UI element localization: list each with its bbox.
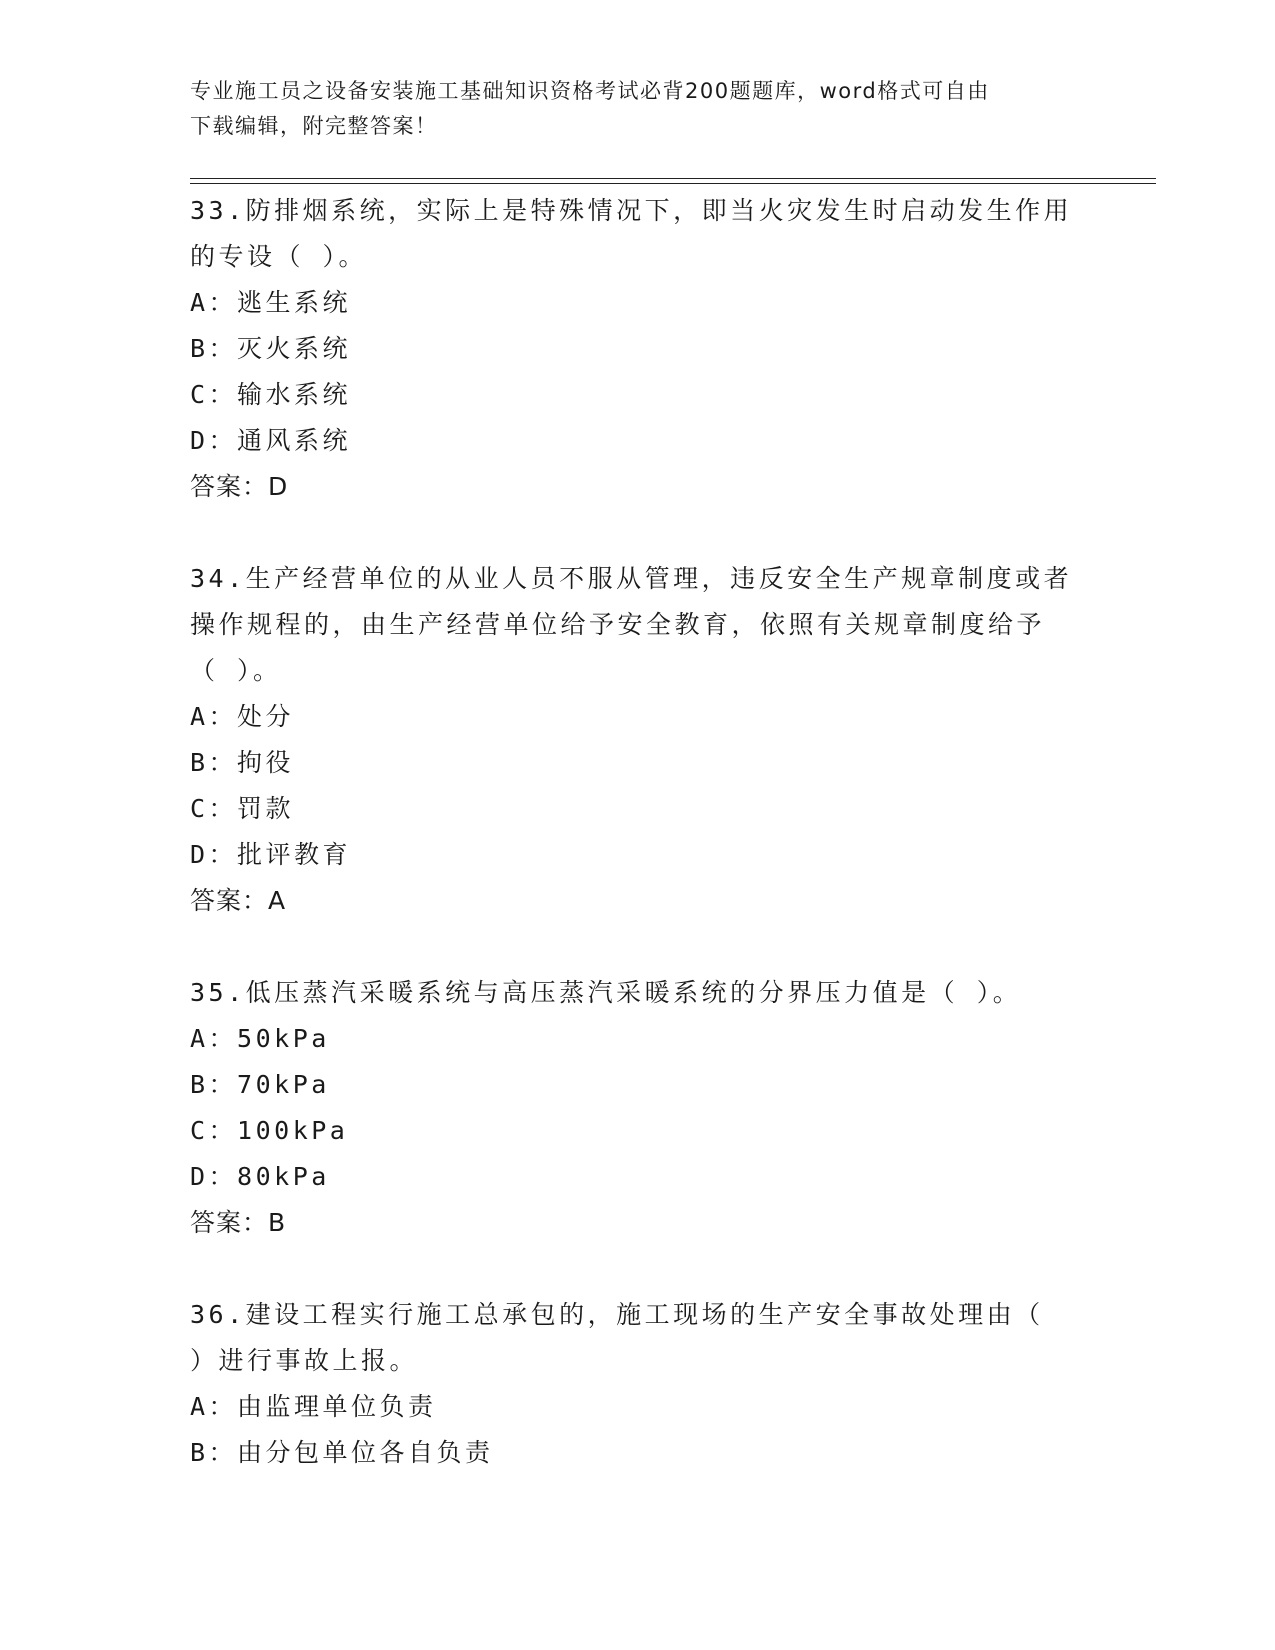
option-a: A：处分	[190, 702, 295, 731]
option-d: D：80kPa	[190, 1162, 330, 1191]
option-d: D：批评教育	[190, 840, 352, 869]
question-stem-line: 33.防排烟系统，实际上是特殊情况下，即当火灾发生时启动发生作用	[190, 196, 1073, 225]
question-stem-line: ）进行事故上报。	[190, 1346, 419, 1375]
question-stem-line: （ ）。	[190, 656, 282, 685]
question-stem-line: 的专设（ ）。	[190, 242, 368, 271]
header-divider-bottom	[190, 183, 1156, 184]
option-b: B：灭火系统	[190, 334, 352, 363]
option-c: C：罚款	[190, 794, 295, 823]
header-line-1: 专业施工员之设备安装施工基础知识资格考试必背200题题库，word格式可自由	[190, 79, 990, 103]
question-stem-line: 35.低压蒸汽采暖系统与高压蒸汽采暖系统的分界压力值是（ ）。	[190, 978, 1022, 1007]
option-a: A：由监理单位负责	[190, 1392, 437, 1421]
question-list	[190, 188, 1090, 1476]
option-c: C：100kPa	[190, 1116, 349, 1145]
question-stem-line: 操作规程的，由生产经营单位给予安全教育，依照有关规章制度给予	[190, 610, 1046, 639]
option-a: A：50kPa	[190, 1024, 330, 1053]
question-36	[190, 1292, 1090, 1476]
question-stem-line: 36.建设工程实行施工总承包的，施工现场的生产安全事故处理由（	[190, 1300, 1044, 1329]
option-b: B：由分包单位各自负责	[190, 1438, 494, 1467]
question-stem-line: 34.生产经营单位的从业人员不服从管理，违反安全生产规章制度或者	[190, 564, 1073, 593]
option-d: D：通风系统	[190, 426, 352, 455]
option-c: C：输水系统	[190, 380, 352, 409]
answer-line: 答案：B	[190, 1208, 287, 1237]
header-line-2: 下载编辑，附完整答案！	[190, 114, 438, 138]
document-header	[190, 74, 1090, 144]
answer-line: 答案：A	[190, 886, 287, 915]
question-spacer	[190, 1246, 1090, 1292]
question-35	[190, 970, 1090, 1246]
option-a: A：逃生系统	[190, 288, 352, 317]
option-b: B：70kPa	[190, 1070, 330, 1099]
question-spacer	[190, 510, 1090, 556]
answer-line: 答案：D	[190, 472, 289, 501]
header-divider-top	[190, 178, 1156, 179]
question-spacer	[190, 924, 1090, 970]
question-34	[190, 556, 1090, 924]
question-33	[190, 188, 1090, 510]
option-b: B：拘役	[190, 748, 295, 777]
